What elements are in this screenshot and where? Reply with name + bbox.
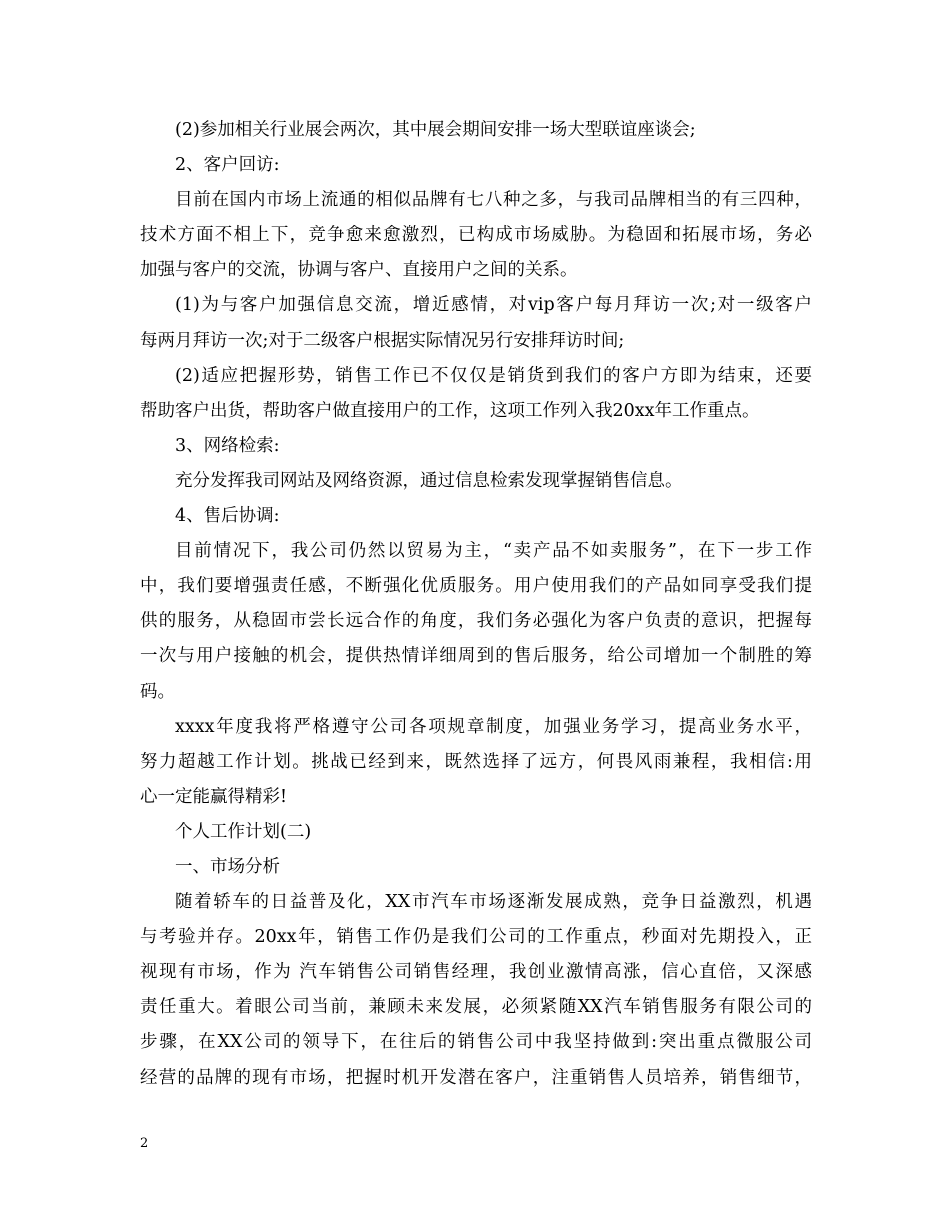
text-line: (2)参加相关行业展会两次，其中展会期间安排一场大型联谊座谈会; — [175, 120, 696, 140]
text-line: 个人工作计划(二) — [175, 821, 312, 842]
text-line: 每两月拜访一次;对于二级客户根据实际情况另行安排拜访时间; — [140, 330, 625, 351]
text-line: 经营的品牌的现有市场，把握时机开发潜在客户，注重销售人员培养，销售细节， — [140, 1067, 812, 1088]
text-line: 加强与客户的交流，协调与客户、直接用户之间的关系。 — [140, 260, 578, 281]
text-line: 步骤，在XX公司的领导下，在往后的销售公司中我坚持做到:突出重点微服公司 — [140, 1032, 812, 1053]
text-line: 供的服务，从稳固市尝长远合作的角度，我们务必强化为客户负责的意识，把握每 — [140, 611, 812, 632]
text-line: 中，我们要增强责任感，不断强化优质服务。用户使用我们的产品如同享受我们提 — [140, 576, 812, 597]
page-number: 2 — [140, 1136, 149, 1151]
text-line: 随着轿车的日益普及化，XX市汽车市场逐渐发展成熟，竞争日益激烈，机遇 — [175, 892, 812, 913]
text-line: 充分发挥我司网站及网络资源，通过信息检索发现掌握销售信息。 — [175, 470, 683, 491]
text-line: 帮助客户出货，帮助客户做直接用户的工作，这项工作列入我20xx年工作重点。 — [140, 400, 760, 421]
text-line: 视现有市场，作为 汽车销售公司销售经理，我创业激情高涨，信心直倍，又深感 — [140, 962, 812, 983]
text-line: 2、客户回访: — [175, 155, 280, 176]
text-line: 一、市场分析 — [175, 856, 280, 877]
text-line: (1)为与客户加强信息交流，增近感情，对vip客户每月拜访一次;对一级客户 — [175, 295, 812, 316]
text-line: 努力超越工作计划。挑战已经到来，既然选择了远方，何畏风雨兼程，我相信:用 — [140, 751, 812, 772]
document-body — [140, 113, 812, 1096]
text-line: 4、售后协调: — [175, 506, 280, 527]
text-line: 责任重大。着眼公司当前，兼顾未来发展，必须紧随XX汽车销售服务有限公司的 — [140, 997, 812, 1018]
text-line: 心一定能赢得精彩! — [140, 786, 288, 807]
text-line: (2)适应把握形势，销售工作已不仅仅是销货到我们的客户方即为结束，还要 — [175, 365, 812, 386]
text-line: 目前情况下，我公司仍然以贸易为主，“卖产品不如卖服务”，在下一步工作 — [175, 541, 812, 562]
text-line: xxxx年度我将严格遵守公司各项规章制度，加强业务学习，提高业务水平， — [175, 716, 812, 737]
text-line: 目前在国内市场上流通的相似品牌有七八种之多，与我司品牌相当的有三四种， — [175, 190, 812, 211]
text-line: 一次与用户接触的机会，提供热情详细周到的售后服务，给公司增加一个制胜的筹 — [140, 646, 812, 667]
text-line: 技术方面不相上下，竞争愈来愈激烈，已构成市场威胁。为稳固和拓展市场，务必 — [140, 225, 812, 246]
text-line: 3、网络检索: — [175, 435, 280, 456]
text-line: 码。 — [140, 681, 175, 702]
text-line: 与考验并存。20xx年，销售工作仍是我们公司的工作重点，秒面对先期投入，正 — [140, 927, 812, 948]
